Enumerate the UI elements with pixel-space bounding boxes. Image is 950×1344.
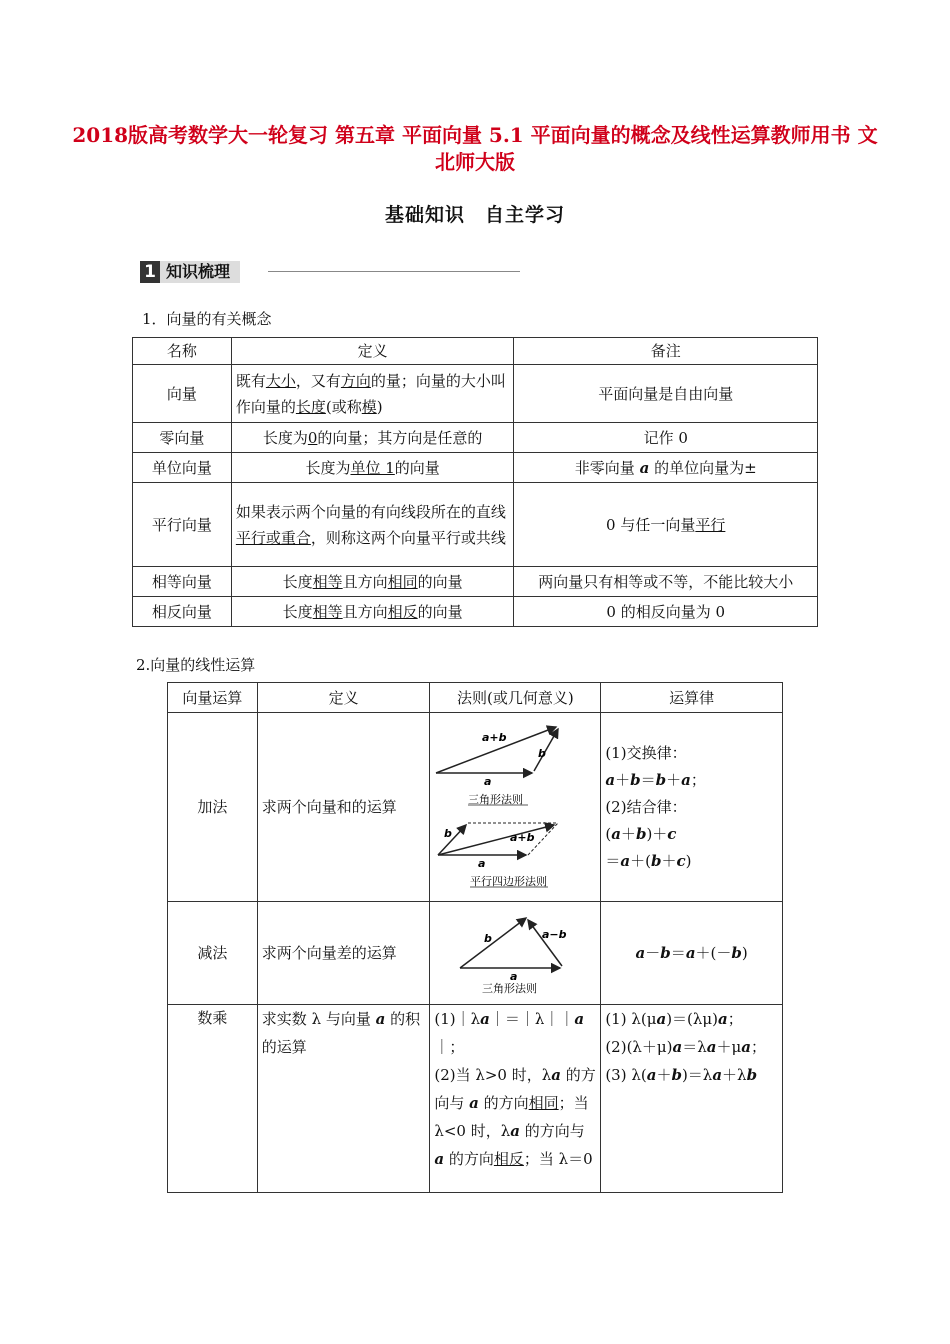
operations-table [167,682,783,1193]
row-name: 单位向量 [133,453,232,483]
row-definition: 长度相等且方向相同的向量 [231,567,514,597]
row-note: 两向量只有相等或不等，不能比较大小 [514,567,818,597]
table-row-addition [168,713,783,902]
section-label: 知识梳理 [160,261,240,283]
header-definition: 定义 [257,683,430,713]
addition-figure-cell [430,713,601,902]
row-definition: 长度相等且方向相反的向量 [231,597,514,627]
para-label-sum: a+b [510,831,535,844]
op-definition: 求两个向量和的运算 [257,713,430,902]
op-definition: 求实数 λ 与向量 a 的积的运算 [257,1005,430,1193]
label-b: b [538,747,547,760]
concept-table [132,337,818,627]
section-subtitle: 基础知识 自主学习 [384,204,565,226]
row-name: 零向量 [133,423,232,453]
sub-label-a: a [510,970,518,983]
row-name: 相反向量 [133,597,232,627]
table-row [133,597,818,627]
row-definition: 既有大小，又有方向的量；向量的大小叫作向量的长度(或称模) [231,365,514,423]
caption-triangle-rule: 三角形法则 [468,793,524,806]
row-note: 非零向量 a 的单位向量为± [514,453,818,483]
row-name: 相等向量 [133,567,232,597]
subtraction-diagram [430,902,598,996]
heading-vector-concepts: 1．向量的有关概念 [142,310,272,328]
label-a: a [484,775,492,788]
sub-vector-diff [528,920,562,966]
subtraction-figure-cell [430,902,601,1005]
para-label-a: a [478,857,486,870]
addition-laws: (1)交换律： a＋b＝b＋a； (2)结合律： (a＋b)＋c ＝a＋(b＋c) [601,713,783,902]
row-note: 记作 0 [514,423,818,453]
table-row [133,365,818,423]
table-row-scalar-multiplication [168,1005,783,1193]
row-note: 平面向量是自由向量 [514,365,818,423]
scalar-rule: (1)｜λa｜＝｜λ｜｜a｜； (2)当 λ>0 时，λa 的方向与 a 的方向相同；当 λ<0 时，λa 的方向与 a 的方向相反；当 λ＝0 [430,1005,601,1193]
table-row [133,453,818,483]
section-number: 1 [140,261,160,283]
table-row-subtraction [168,902,783,1005]
header-law: 运算律 [601,683,783,713]
para-vector-b [438,825,466,855]
scalar-laws: (1) λ(μa)＝(λμ)a； (2)(λ＋μ)a＝λa＋μa； (3) λ(a＋b)＝λa＋λb [601,1005,783,1193]
addition-diagram [430,713,598,893]
label-sum: a+b [482,731,507,744]
op-name: 数乘 [168,1005,258,1193]
heading-linear-operations: 2.向量的线性运算 [136,656,256,674]
table-row [133,423,818,453]
document-title: 2018版高考数学大一轮复习 第五章 平面向量 5.1 平面向量的概念及线性运算教师用书 文 北师大版 [72,123,878,174]
section-header [140,260,240,284]
row-name: 向量 [133,365,232,423]
row-name: 平行向量 [133,483,232,567]
para-vector-sum [438,825,554,855]
subtraction-law: a－b＝a＋(－b) [601,902,783,1005]
row-note: 0 与任一向量平行 [514,483,818,567]
op-definition: 求两个向量差的运算 [257,902,430,1005]
row-definition: 长度为0的向量；其方向是任意的 [231,423,514,453]
op-name: 减法 [168,902,258,1005]
section-rule [268,271,520,272]
header-note: 备注 [514,338,818,365]
sub-label-b: b [484,932,493,945]
caption-sub-triangle-rule: 三角形法则 [482,982,538,995]
op-name: 加法 [168,713,258,902]
header-definition: 定义 [231,338,514,365]
caption-parallelogram-rule: 平行四边形法则 [470,875,548,888]
header-rule: 法则(或几何意义) [430,683,601,713]
row-note: 0 的相反向量为 0 [514,597,818,627]
row-definition: 如果表示两个向量的有向线段所在的直线平行或重合，则称这两个向量平行或共线 [231,483,514,567]
sub-vector-b [460,918,526,968]
para-label-b: b [444,827,453,840]
header-operation: 向量运算 [168,683,258,713]
header-name: 名称 [133,338,232,365]
table-row [133,483,818,567]
sub-label-diff: a−b [542,928,567,941]
table-row [133,567,818,597]
row-definition: 长度为单位 1的向量 [231,453,514,483]
